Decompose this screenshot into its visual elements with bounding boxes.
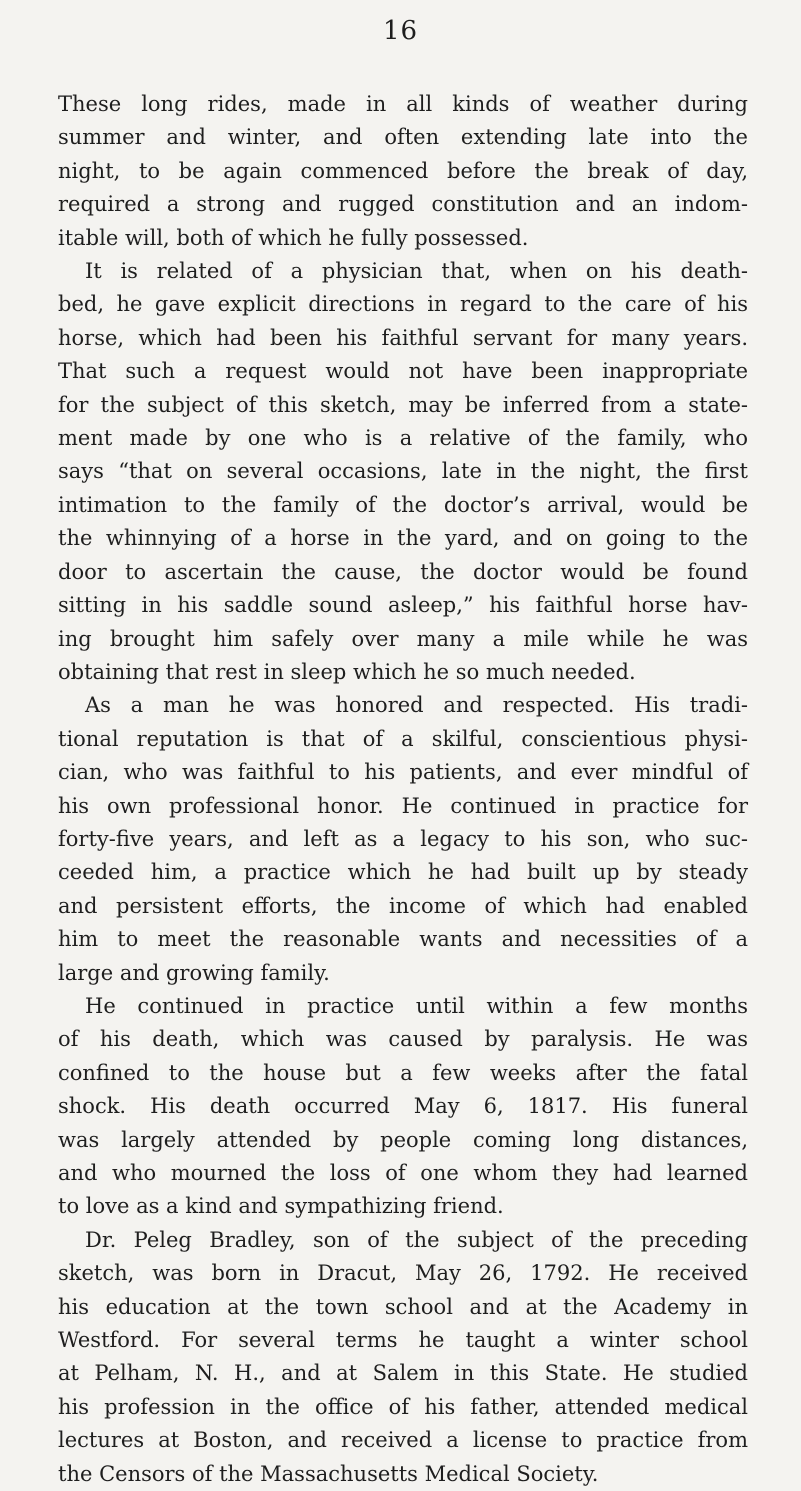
- text-line: summer and winter, and often extending late into the: [58, 125, 748, 150]
- text-line: for the subject of this sketch, may be inferred from a state-: [58, 392, 748, 417]
- text-line: was largely attended by people coming long distances,: [58, 1127, 748, 1152]
- text-line: the whinnying of a horse in the yard, and on going to the: [58, 526, 748, 551]
- text-line: As a man he was honored and respected. His tradi-: [85, 693, 748, 718]
- text-line: horse, which had been his faithful servant for many years.: [58, 325, 748, 350]
- text-line: ceeded him, a practice which he had built up by steady: [58, 860, 748, 885]
- text-line: sitting in his saddle sound asleep,” his faithful horse hav-: [58, 593, 748, 618]
- text-line: and persistent efforts, the income of which had enabled: [58, 893, 748, 918]
- paragraph: [58, 88, 748, 255]
- text-line: forty-five years, and left as a legacy to his son, who suc-: [58, 826, 748, 851]
- text-line: obtaining that rest in sleep which he so much needed.: [58, 659, 636, 684]
- text-line: ing brought him safely over many a mile while he was: [58, 626, 748, 651]
- text-line: Dr. Peleg Bradley, son of the subject of the preceding: [85, 1227, 748, 1252]
- text-line: Westford. For several terms he taught a winter school: [58, 1328, 748, 1353]
- text-line: itable will, both of which he fully possessed.: [58, 225, 529, 250]
- text-line: confined to the house but a few weeks after the fatal: [58, 1060, 748, 1085]
- paragraph: [58, 255, 748, 689]
- text-line: sketch, was born in Dracut, May 26, 1792. He received: [58, 1261, 748, 1286]
- paragraph: [58, 689, 748, 990]
- text-line: of his death, which was caused by paralysis. He was: [58, 1027, 748, 1052]
- text-line: tional reputation is that of a skilful, conscientious physi-: [58, 726, 748, 751]
- text-line: night, to be again commenced before the break of day,: [58, 158, 748, 183]
- text-line: to love as a kind and sympathizing friend.: [58, 1194, 504, 1219]
- text-line: cian, who was faithful to his patients, and ever mindful of: [58, 760, 748, 785]
- text-line: his profession in the office of his father, attended medical: [58, 1394, 748, 1419]
- text-line: the Censors of the Massachusetts Medical Society.: [58, 1461, 599, 1486]
- text-line: It is related of a physician that, when on his death-: [85, 259, 748, 284]
- paragraph: [58, 990, 748, 1224]
- text-line: lectures at Boston, and received a license to practice from: [58, 1428, 748, 1453]
- text-line: his own professional honor. He continued in practice for: [58, 793, 748, 818]
- text-line: shock. His death occurred May 6, 1817. His funeral: [58, 1094, 748, 1119]
- text-line: intimation to the family of the doctor’s arrival, would be: [58, 492, 748, 517]
- text-line: That such a request would not have been inappropriate: [58, 359, 748, 384]
- text-line: and who mourned the loss of one whom they had learned: [58, 1161, 748, 1185]
- text-line: him to meet the reasonable wants and necessities of a: [58, 927, 748, 952]
- text-line: ment made by one who is a relative of the family, who: [58, 426, 748, 451]
- text-line: required a strong and rugged constitution and an indom-: [58, 192, 748, 217]
- body-text: [58, 88, 748, 1491]
- text-line: door to ascertain the cause, the doctor would be found: [58, 559, 748, 584]
- paragraph: [58, 1224, 748, 1491]
- text-line: says “that on several occasions, late in the night, the first: [58, 459, 748, 484]
- text-line: at Pelham, N. H., and at Salem in this State. He studied: [58, 1361, 748, 1386]
- text-line: large and growing family.: [58, 960, 330, 985]
- text-line: bed, he gave explicit directions in regard to the care of his: [58, 292, 748, 317]
- text-line: He continued in practice until within a few months: [85, 993, 748, 1018]
- text-line: his education at the town school and at the Academy in: [58, 1294, 748, 1319]
- text-line: These long rides, made in all kinds of weather during: [58, 92, 748, 116]
- page-number: 16: [382, 16, 419, 46]
